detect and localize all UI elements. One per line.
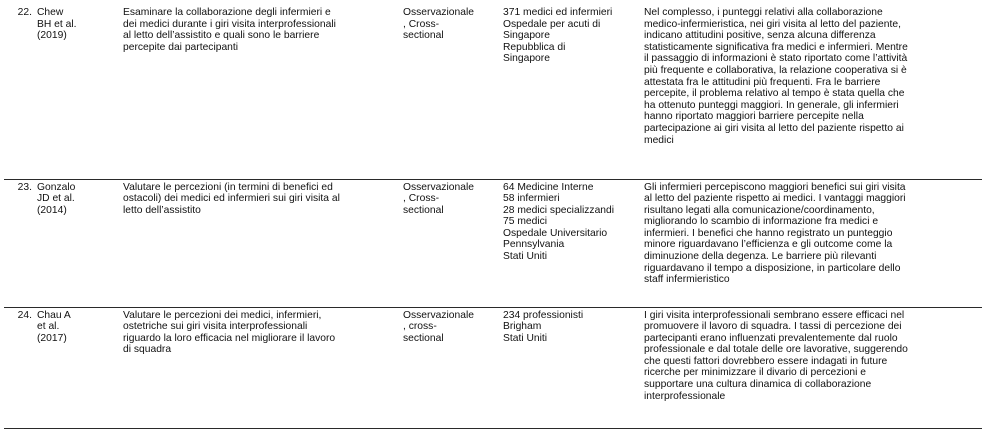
table-row	[4, 179, 982, 307]
study-author: Chew BH et al. (2019)	[37, 7, 77, 42]
study-sample: 371 medici ed infermieri Ospedale per acuti di Singapore Repubblica di Singapore	[503, 7, 613, 65]
study-author: Gonzalo JD et al. (2014)	[34, 179, 120, 307]
study-objective: Valutare le percezioni (in termini di benefici ed ostacoli) dei medici ed infermieri sui giri visita al letto dell’assistito	[120, 179, 400, 307]
study-objective: Esaminare la collaborazione degli infermieri e dei medici durante i giri visita interprofessionali al letto dell’assistito e quali sono le barriere percepite dai partecipanti	[123, 7, 336, 53]
study-objective: Valutare le percezioni dei medici, infermieri, ostetriche sui giri visita interprofessionali riguardo la loro efficacia nel migliorare il lavoro di squadra	[120, 307, 400, 428]
study-author: Chau A et al. (2017)	[34, 307, 120, 428]
study-design: Osservazionale , Cross- sectional	[403, 7, 474, 42]
table-row	[4, 5, 982, 179]
study-results: Gli infermieri percepiscono maggiori benefici sui giri visita al letto del paziente rispetto ai medici. I vantaggi maggiori risultano legati alla comunicazione/coordinamento, migliorando lo scambio di informazione fra medici e infermieri. I benefici che hanno registrato un punteggio minore riguardavano l’efficienza e gli outcome come la diminuzione della degenza. Le barriere più rilevanti riguardavano il tempo a disposizione, in particolare dello staff infermieristico	[641, 179, 982, 307]
study-number: 23.	[4, 179, 34, 307]
study-sample: 64 Medicine Interne 58 infermieri 28 medici specializzandi 75 medici Ospedale Universitario Pennsylvania Stati Uniti	[500, 179, 641, 307]
literature-review-table	[4, 5, 982, 429]
study-sample: 234 professionisti Brigham Stati Uniti	[500, 307, 641, 428]
study-design: Osservazionale , Cross- sectional	[400, 179, 500, 307]
study-number: 22.	[17, 7, 32, 18]
table-row	[4, 307, 982, 428]
study-results: Nel complesso, i punteggi relativi alla collaborazione medico-infermieristica, nei giri visita al letto del paziente, indicano attitudini positive, senza alcuna differenza statisticamente significativa fra medici e infermieri. Mentre il passaggio di informazioni è stato riportato come l’attività più frequente e collaborativa, la relazione cooperativa si è attestata fra le attitudini più frequenti. Fra le barriere percepite, il problema relativo al tempo è stata quella che ha ottenuto punteggi maggiori. In generale, gli infermieri hanno riportato maggiori barriere percepite nella partecipazione ai giri visita al letto del paziente rispetto ai medici	[644, 7, 908, 146]
study-number: 24.	[4, 307, 34, 428]
study-results: I giri visita interprofessionali sembrano essere efficaci nel promuovere il lavoro di squadra. I tassi di percezione dei partecipanti erano influenzati prevalentemente dal ruolo professionale e dal totale delle ore lavorative, suggerendo che questi fattori dovrebbero essere indagati in future ricerche per minimizzare il divario di percezioni e supportare una cultura dinamica di collaborazione interprofessionale	[641, 307, 982, 428]
study-design: Osservazionale , cross- sectional	[400, 307, 500, 428]
